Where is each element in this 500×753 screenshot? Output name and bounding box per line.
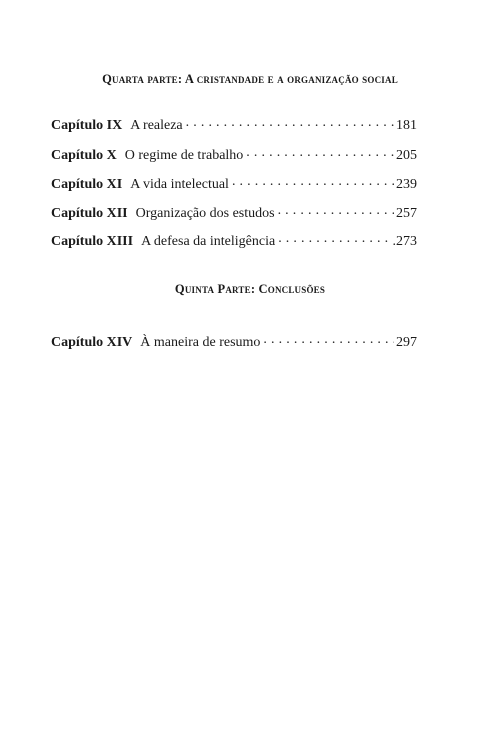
chapter-label: Capítulo XI: [51, 177, 123, 192]
chapter-label: Capítulo XIII: [51, 234, 134, 249]
part-heading: Quarta parte: A cristandade e a organização social: [102, 72, 398, 86]
toc-entry: [51, 203, 417, 223]
chapter-label: Capítulo XIV: [51, 335, 133, 350]
chapter-title: À maneira de resumo: [140, 335, 261, 350]
page-number: 239: [396, 177, 417, 192]
chapter-label: Capítulo XII: [51, 206, 128, 221]
dot-leader: [263, 332, 394, 346]
dot-leader: [278, 231, 390, 245]
chapter-title: A realeza: [130, 118, 183, 133]
page-number: .273: [392, 234, 417, 249]
part-heading: Quinta Parte: Conclusões: [174, 282, 326, 296]
chapter-title: Organização dos estudos: [135, 206, 275, 221]
toc-entry: [51, 332, 417, 352]
chapter-title: A vida intelectual: [130, 177, 229, 192]
dot-leader: [278, 203, 394, 217]
page-number: 205: [396, 148, 417, 163]
dot-leader: [186, 115, 394, 129]
toc-entry: [51, 174, 417, 194]
toc-entry: [51, 231, 417, 251]
page-number: 181: [396, 118, 417, 133]
page-number: 297: [396, 335, 417, 350]
chapter-title: A defesa da inteligência: [141, 234, 276, 249]
toc-entry: [51, 115, 417, 135]
toc-entry: [51, 145, 417, 165]
dot-leader: [232, 174, 394, 188]
chapter-title: O regime de trabalho: [124, 148, 244, 163]
chapter-label: Capítulo X: [51, 148, 117, 163]
page-number: 257: [396, 206, 417, 221]
chapter-label: Capítulo IX: [51, 118, 123, 133]
dot-leader: [246, 145, 394, 159]
